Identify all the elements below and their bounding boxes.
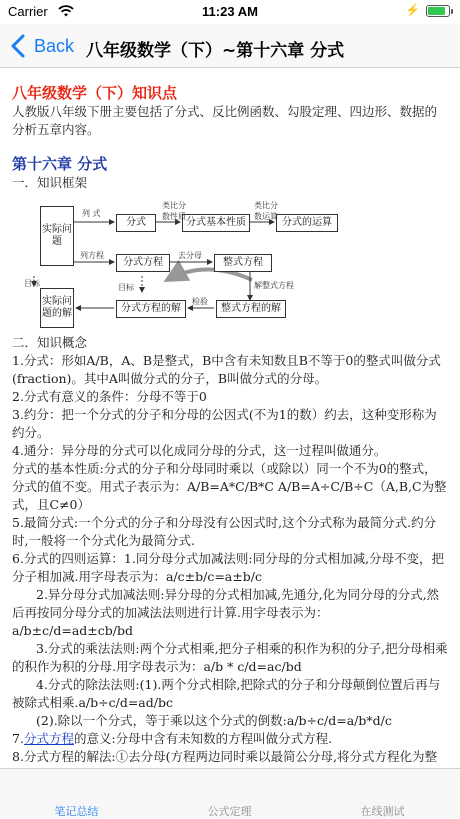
navigation-bar: [0, 24, 460, 68]
back-button[interactable]: [8, 32, 74, 60]
label-list-equation: 列方程: [80, 251, 104, 260]
fractional-equation-link[interactable]: 分式方程: [23, 731, 74, 746]
status-bar: [0, 0, 460, 24]
concept-paragraph-indented: 3.分式的乘法法则:两个分式相乘,把分子相乘的积作为积的分子,把分母相乘的积作为积的分母.用字母表示为：a/b * c/d=ac/bd: [12, 641, 448, 674]
tab-bar: [0, 768, 460, 818]
concept-paragraph-indented: 4.分式的除法法则:(1).两个分式相除,把除式的分子和分母颠倒位置后再与被除式相乘.a/b÷c/d=ad/bc: [12, 677, 441, 710]
chevron-left-icon: [8, 33, 30, 59]
framework-heading: 一．知识框架: [12, 175, 88, 190]
clock: 11:23 AM: [202, 4, 258, 19]
label-check: 检验: [192, 297, 208, 306]
concept-paragraph: 4.通分：异分母的分式可以化成同分母的分式，这一过程叫做通分。: [12, 443, 387, 458]
label-solve-integral: 解整式方程: [254, 281, 294, 290]
label-analogy-operations: 类比分数运算: [254, 201, 278, 221]
concept-paragraph: 1.分式：形如A/B，A、B是整式，B中含有未知数且B不等于0的整式叫做分式(fraction)。其中A叫做分式的分子，B叫做分式的分母。: [12, 353, 441, 386]
concept-paragraph: 5.最简分式:一个分式的分子和分母没有公因式时,这个分式称为最简分式.约分时,一般将一个分式化为最简分式.: [12, 515, 437, 548]
charging-icon: ⚡: [405, 3, 420, 17]
battery-icon: [426, 5, 450, 17]
paragraph-text: 的意义:分母中含有未知数的方程叫做分式方程.: [73, 731, 333, 746]
label-target: 目标: [24, 279, 40, 288]
concept-paragraph: 分式的基本性质:分式的分子和分母同时乘以（或除以）同一个不为0的整式，分式的值不变。用式子表示为：A/B=A*C/B*C A/B=A÷C/B÷C（A,B,C为整式，且C≠0）: [12, 461, 447, 512]
paragraph-number: 7.: [12, 731, 24, 746]
carrier-label: Carrier: [8, 4, 48, 19]
concept-paragraph-indented: (2).除以一个分式，等于乘以这个分式的倒数:a/b÷c/d=a/b*d/c: [36, 713, 392, 728]
box-basic-property: 分式基本性质: [182, 214, 250, 232]
tab-online-test[interactable]: 在线测试: [360, 805, 405, 818]
section-title: 八年级数学（下）知识点: [12, 84, 178, 102]
concept-paragraph: 6.分式的四则运算：1.同分母分式加减法则:同分母的分式相加减,分母不变，把分子相加减.用字母表示为：a/c±b/c=a±b/c: [12, 551, 445, 584]
article-content[interactable]: [0, 68, 460, 768]
box-fraction-solution: 分式方程的解: [116, 300, 186, 318]
knowledge-framework-diagram: [22, 200, 342, 330]
concept-heading: 二．知识概念: [12, 335, 88, 350]
chapter-title: 第十六章 分式: [12, 155, 108, 173]
battery-fill: [428, 7, 445, 15]
back-label: Back: [34, 35, 75, 56]
label-list-expression: 列 式: [82, 209, 101, 218]
tab-formula-theorems[interactable]: 公式定理: [207, 805, 252, 818]
box-fractional-equation: 分式方程: [116, 254, 170, 272]
concept-paragraph: 3.约分：把一个分式的分子和分母的公因式(不为1的数）约去，这种变形称为约分。: [12, 407, 437, 440]
box-integral-equation: 整式方程: [214, 254, 272, 272]
label-analogy-fraction: 类比分数性质: [162, 201, 186, 221]
label-target-2: 目标: [118, 283, 134, 292]
concept-paragraph: 2.分式有意义的条件：分母不等于0: [12, 389, 207, 404]
tab-notes-summary[interactable]: 笔记总结: [54, 805, 99, 818]
page-title: 八年级数学（下）~第十六章 分式: [86, 41, 345, 61]
box-actual-solution: 实际问题的解: [40, 288, 74, 328]
box-actual-problem: 实际问题: [40, 206, 74, 266]
intro-paragraph: 人教版八年级下册主要包括了分式、反比例函数、勾股定理、四边形、数据的分析五章内容。: [12, 104, 438, 137]
concept-paragraph: 8.分式方程的解法:①去分母(方程两边同时乘以最简公分母,将分式方程化为整: [12, 749, 437, 764]
box-operations: 分式的运算: [276, 214, 338, 232]
concept-paragraph-indented: 2.异分母分式加减法则:异分母的分式相加减,先通分,化为同分母的分式,然后再按同分母分式的加减法法则进行计算.用字母表示为：a/b±c/d=ad±cb/bd: [12, 587, 440, 638]
box-fraction: 分式: [116, 214, 156, 232]
box-integral-solution: 整式方程的解: [216, 300, 286, 318]
concept-paragraph-7: [12, 730, 448, 748]
label-remove-denominator: 去分母: [178, 251, 202, 260]
